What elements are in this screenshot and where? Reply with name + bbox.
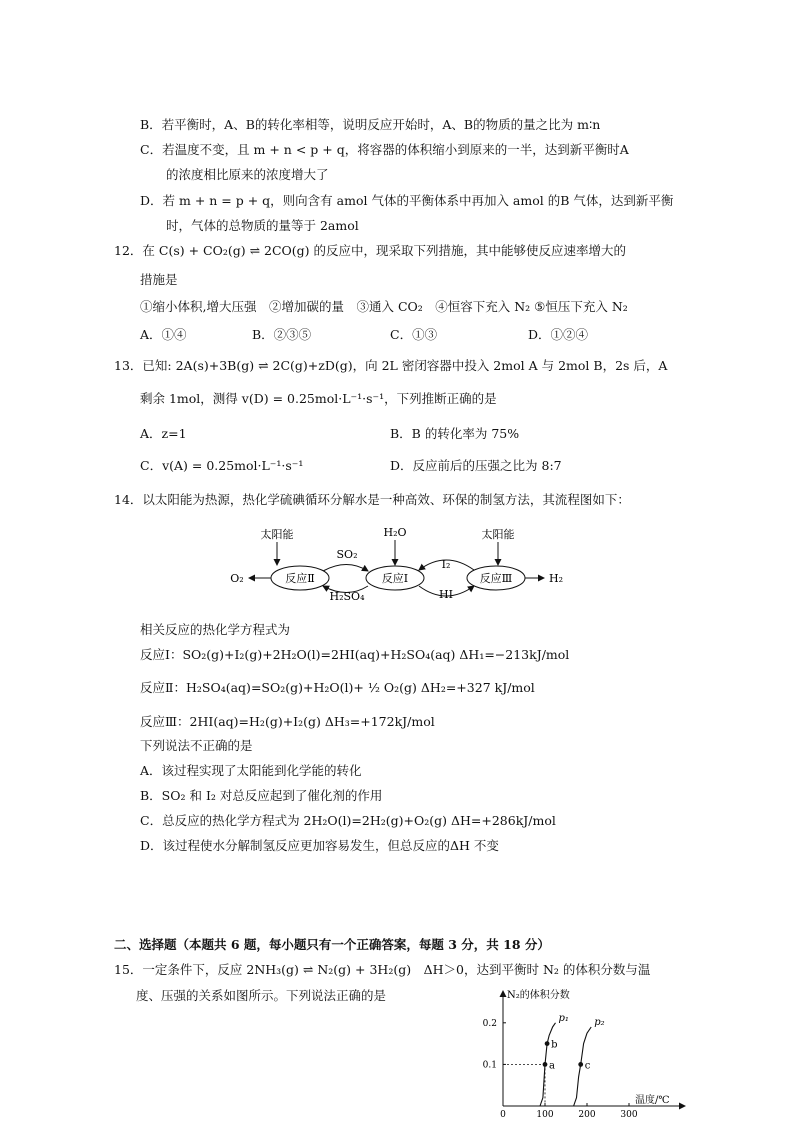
hi-label: HI xyxy=(439,588,453,601)
q12-option-a: A．①④ xyxy=(140,327,187,342)
q12-stem-line1: 12．在 C(s) + CO₂(g) ⇌ 2CO(g) 的反应中，现采取下列措施，其中能够使反应速率增大的 xyxy=(114,243,627,258)
q13-option-a: A．z=1 xyxy=(140,426,187,441)
h2so4-label: H₂SO₄ xyxy=(329,590,365,603)
q14-stem: 14．以太阳能为热源，热化学硫碘循环分解水是一种高效、环保的制氢方法，其流程图如下： xyxy=(114,492,630,507)
point-label-b: b xyxy=(551,1039,558,1051)
x-tick-label: 0 xyxy=(500,1110,506,1118)
q13-option-c: C．v(A) = 0.25mol·L⁻¹·s⁻¹ xyxy=(140,458,304,473)
y-axis-label: N₂的体积分数 xyxy=(507,990,570,1001)
q14-intro: 相关反应的热化学方程式为 xyxy=(140,622,291,637)
q14-equation-1: 反应Ⅰ：SO₂(g)+I₂(g)+2H₂O(l)=2HI(aq)+H₂SO₄(aq) ΔH₁=−213kJ/mol xyxy=(140,647,570,662)
point-label-a: a xyxy=(549,1060,555,1072)
y-tick-label: 0.2 xyxy=(482,1018,497,1029)
so2-arrow xyxy=(323,565,368,572)
q14-option-a: A．该过程实现了太阳能到化学能的转化 xyxy=(140,763,362,778)
point-c xyxy=(578,1062,583,1067)
series-label-1: p₁ xyxy=(558,1012,569,1024)
q11-option-b: B．若平衡时，A、B的转化率相等，说明反应开始时，A、B的物质的量之比为 m∶n xyxy=(140,117,601,132)
q13-stem-line1: 13．已知: 2A(s)+3B(g) ⇌ 2C(g)+zD(g)，向 2L 密闭容器中投入 2mol A 与 2mol B，2s 后，A xyxy=(114,358,668,373)
reaction-2-label: 反应Ⅱ xyxy=(285,572,315,585)
oxygen-label: O₂ xyxy=(230,572,244,585)
so2-label: SO₂ xyxy=(336,548,358,561)
q14-equation-2: 反应Ⅱ：H₂SO₄(aq)=SO₂(g)+H₂O(l)+ ½ O₂(g) ΔH₂=+327 kJ/mol xyxy=(140,680,535,695)
y-tick-label: 0.1 xyxy=(482,1060,497,1071)
point-a xyxy=(543,1062,548,1067)
q14-question: 下列说法不正确的是 xyxy=(140,738,253,753)
hydrogen-label: H₂ xyxy=(548,572,564,585)
q11-option-c-line2: 的浓度相比原来的浓度增大了 xyxy=(166,167,329,182)
q15-stem-line2: 度、压强的关系如图所示。下列说法正确的是 xyxy=(136,988,387,1003)
n2-fraction-chart xyxy=(465,983,695,1118)
solar-label-left: 太阳能 xyxy=(260,528,294,541)
section-2-title: 二、选择题（本题共 6 题，每小题只有一个正确答案，每题 3 分，共 18 分） xyxy=(114,937,550,952)
solar-label-right: 太阳能 xyxy=(481,528,515,541)
q13-option-d: D．反应前后的压强之比为 8:7 xyxy=(390,458,562,473)
x-tick-label: 100 xyxy=(536,1110,554,1118)
q11-option-c-line1: C．若温度不变，且 m + n < p + q，将容器的体积缩小到原来的一半，达到新平衡时A xyxy=(140,142,629,157)
reaction-3-label: 反应Ⅲ xyxy=(479,572,513,585)
point-b xyxy=(545,1041,550,1046)
x-axis-label: 温度/℃ xyxy=(635,1095,670,1106)
q12-option-c: C．①③ xyxy=(390,327,438,342)
q14-option-d: D．该过程使水分解制氢反应更加容易发生，但总反应的ΔH 不变 xyxy=(140,838,499,853)
q13-option-b: B．B 的转化率为 75% xyxy=(390,426,520,441)
point-label-c: c xyxy=(584,1060,591,1072)
x-tick-label: 200 xyxy=(578,1110,596,1118)
q15-stem-line1: 15．一定条件下，反应 2NH₃(g) ⇌ N₂(g) + 3H₂(g) ΔH＞0，达到平衡时 N₂ 的体积分数与温 xyxy=(114,962,651,977)
q14-equation-3: 反应Ⅲ：2HI(aq)=H₂(g)+I₂(g) ΔH₃=+172kJ/mol xyxy=(140,714,435,729)
q11-option-d-line1: D．若 m + n = p + q，则向含有 amol 气体的平衡体系中再加入 amol 的B 气体，达到新平衡 xyxy=(140,193,674,208)
series-label-2: p₂ xyxy=(594,1016,605,1028)
q12-measures: ①缩小体积,增大压强 ②增加碳的量 ③通入 CO₂ ④恒容下充入 N₂ ⑤恒压下充入 N₂ xyxy=(140,299,628,314)
q12-stem-line2: 措施是 xyxy=(140,272,178,287)
reaction-1-label: 反应Ⅰ xyxy=(381,572,409,585)
x-tick-label: 300 xyxy=(620,1110,638,1118)
q11-option-d-line2: 时，气体的总物质的量等于 2amol xyxy=(166,218,359,233)
q14-option-c: C．总反应的热化学方程式为 2H₂O(l)=2H₂(g)+O₂(g) ΔH=+286kJ/mol xyxy=(140,813,556,828)
q14-option-b: B．SO₂ 和 I₂ 对总反应起到了催化剂的作用 xyxy=(140,788,383,803)
q12-option-d: D．①②④ xyxy=(528,327,589,342)
q12-option-b: B．②③⑤ xyxy=(252,327,312,342)
water-label: H₂O xyxy=(383,526,407,539)
i2-label: I₂ xyxy=(441,558,451,571)
q13-stem-line2: 剩余 1mol，测得 v(D) = 0.25mol·L⁻¹·s⁻¹，下列推断正确的是 xyxy=(140,391,497,406)
sulfur-iodine-cycle-diagram xyxy=(225,520,575,610)
